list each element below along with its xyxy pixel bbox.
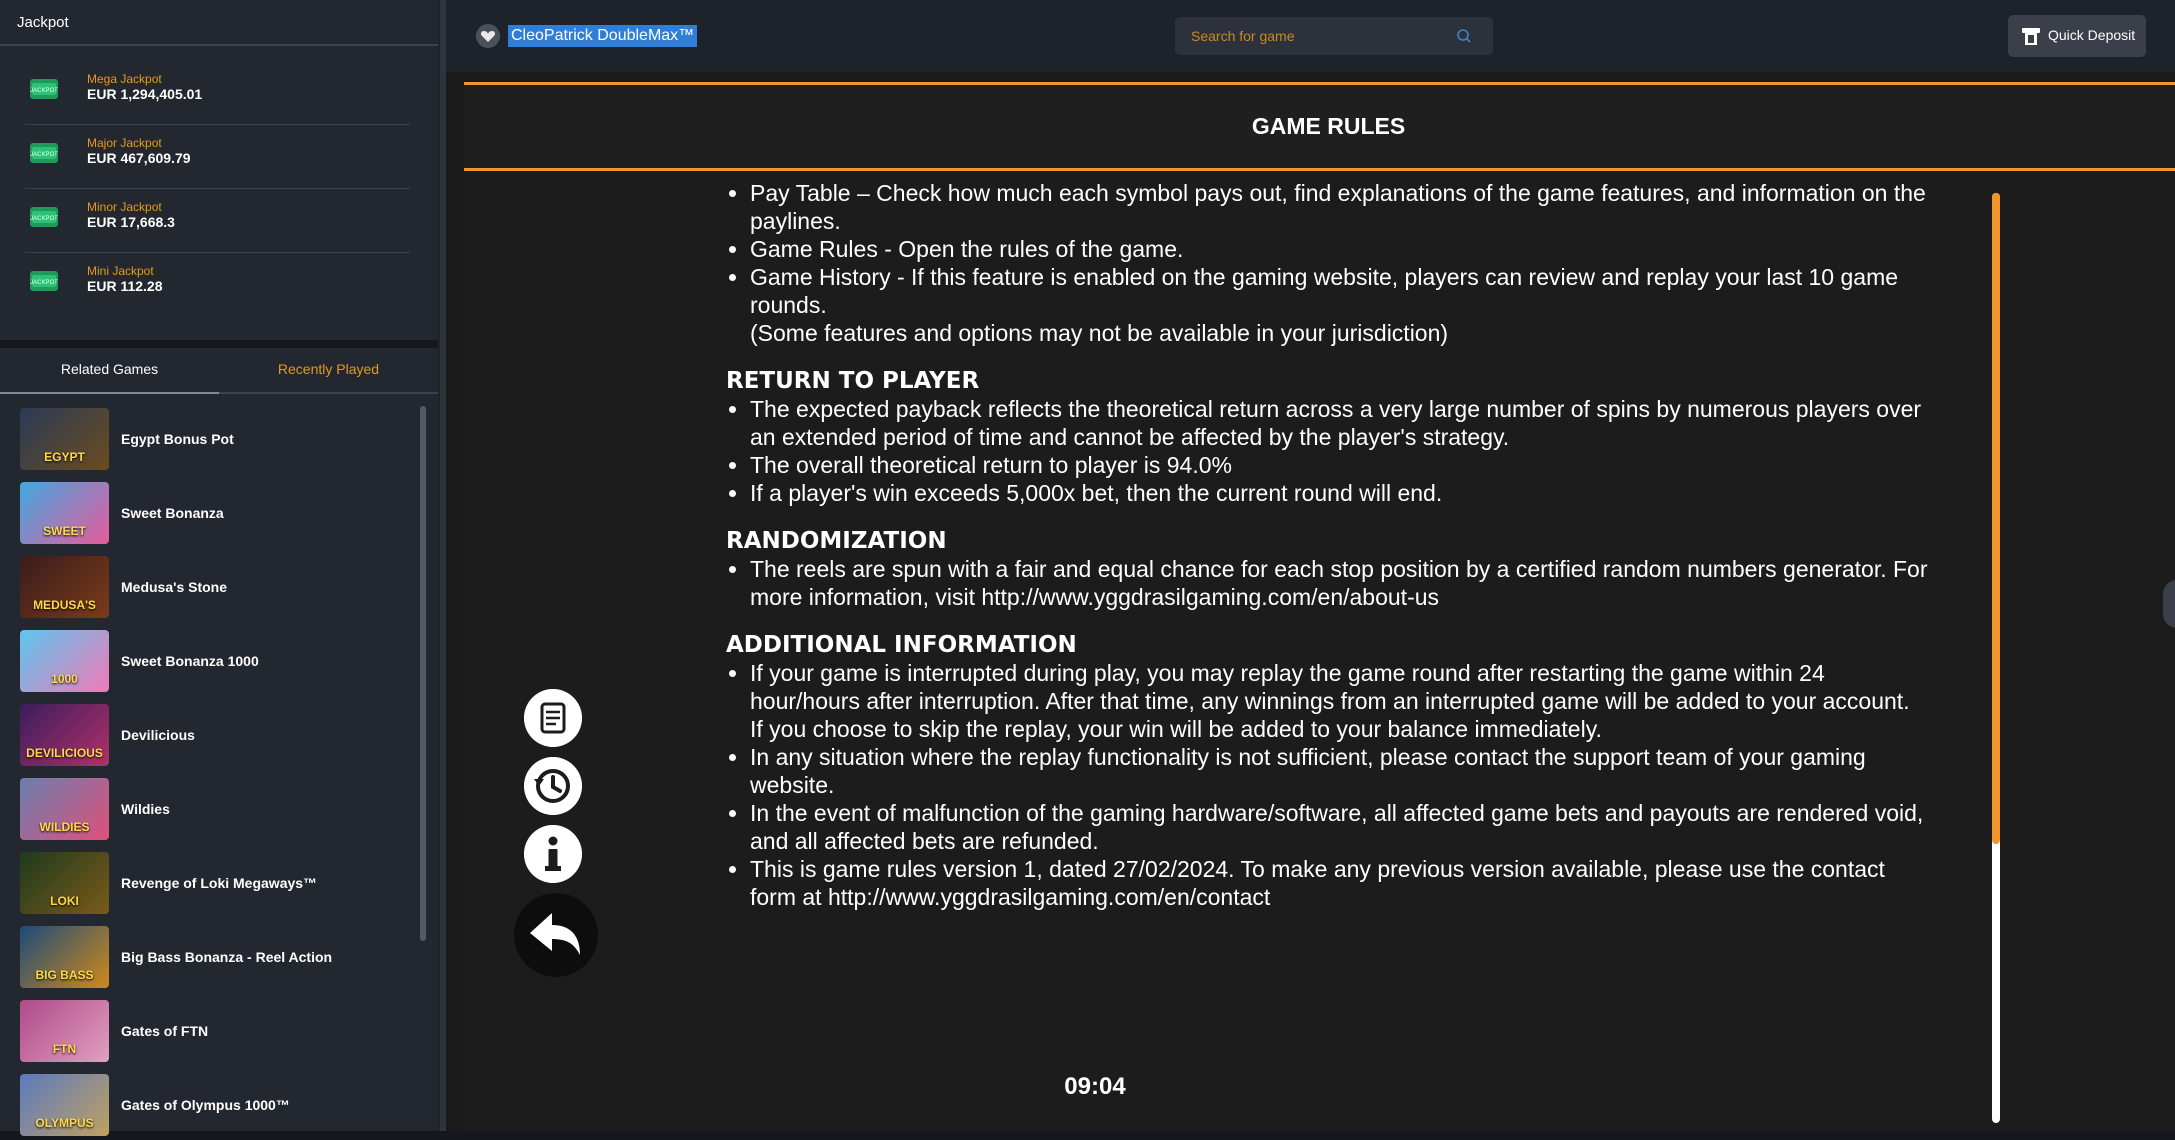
game-thumbnail-text: WILDIES: [39, 820, 90, 834]
jackpot-row-mini: [25, 253, 410, 317]
info-icon[interactable]: [524, 825, 582, 883]
paytable-icon[interactable]: [524, 689, 582, 747]
game-thumbnail-text: 1000: [51, 672, 78, 686]
rules-item: • In the event of malfunction of the gaming hardware/software, all affected game bets and payouts are rendered void, and all affected bets are refunded.: [750, 799, 1928, 855]
game-thumbnail-text: DEVILICIOUS: [26, 746, 103, 760]
rules-section-list: [726, 395, 2175, 507]
game-list-item[interactable]: [20, 1074, 410, 1140]
quick-deposit-label: Quick Deposit: [2048, 27, 2136, 43]
search-input[interactable]: [1189, 17, 1449, 55]
rules-section-heading: ADDITIONAL INFORMATION: [726, 632, 1077, 658]
game-thumbnail-text: SWEET: [43, 524, 86, 538]
games-scrollbar[interactable]: [420, 406, 426, 941]
game-name[interactable]: Gates of FTN: [121, 1023, 209, 1039]
svg-text:JACKPOT: JACKPOT: [30, 152, 58, 158]
game-title: CleoPatrick DoubleMax™: [508, 25, 697, 47]
game-name[interactable]: Big Bass Bonanza - Reel Action: [121, 949, 333, 965]
rules-item: • If your game is interrupted during play, you may replay the game round after restarting the game within 24 hour/hours after interruption. After that time, any winnings from an interrupted game will be added to your account. If you choose to skip the replay, your win will be added to your balance immediately.: [750, 659, 1928, 743]
jackpot-title: Jackpot: [0, 0, 438, 46]
rules-item: • If a player's win exceeds 5,000x bet, then the current round will end.: [750, 479, 1928, 507]
game-thumbnail[interactable]: [20, 926, 109, 988]
sidebar: [0, 0, 440, 1131]
game-thumbnail-text: EGYPT: [44, 450, 85, 464]
game-list-item[interactable]: [20, 556, 410, 622]
jackpot-label: Mega Jackpot: [87, 72, 162, 86]
game-thumbnail[interactable]: [20, 778, 109, 840]
rules-section-heading: RANDOMIZATION: [726, 528, 947, 554]
game-name[interactable]: Sweet Bonanza 1000: [121, 653, 259, 669]
rules-intro-list: [726, 179, 2175, 319]
game-thumbnail-text: OLYMPUS: [35, 1116, 94, 1130]
svg-text:JACKPOT: JACKPOT: [30, 88, 58, 94]
jackpot-row-minor: [25, 189, 410, 253]
game-thumbnail-text: LOKI: [50, 894, 79, 908]
jackpot-value: EUR 1,294,405.01: [87, 86, 203, 102]
search-icon[interactable]: [1455, 27, 1473, 45]
tab-related-games[interactable]: Related Games: [0, 348, 219, 394]
jackpot-badge-icon: [28, 73, 60, 105]
game-thumbnail-text: FTN: [52, 1042, 77, 1056]
game-thumbnail[interactable]: [20, 556, 109, 618]
rules-section-list: [726, 659, 2175, 911]
rules-item: • In any situation where the replay functionality is not sufficient, please contact the support team of your gaming website.: [750, 743, 1928, 799]
jackpot-value: EUR 112.28: [87, 278, 163, 294]
sidebar-gap: [0, 340, 438, 348]
jackpot-badge-icon: [28, 265, 60, 297]
game-name[interactable]: Devilicious: [121, 727, 195, 743]
games-tabs: [0, 348, 438, 394]
rules-item: • This is game rules version 1, dated 27/02/2024. To make any previous version available, please use the contact form at http://www.yggdrasilgaming.com/en/contact: [750, 855, 1928, 911]
jackpot-label: Major Jackpot: [87, 136, 162, 150]
rules-title: GAME RULES: [1251, 113, 1406, 139]
game-name[interactable]: Sweet Bonanza: [121, 505, 224, 521]
rules-item: • The overall theoretical return to player is 94.0%: [750, 451, 1928, 479]
quick-deposit-button[interactable]: [2008, 15, 2146, 57]
rules-item: • Game History - If this feature is enabled on the gaming website, players can review and replay your last 10 game rounds.: [750, 263, 1928, 319]
rules-section-list: [726, 555, 2175, 611]
game-name[interactable]: Egypt Bonus Pot: [121, 431, 234, 447]
rules-item: • The expected payback reflects the theoretical return across a very large number of spins by numerous players over an extended period of time and cannot be affected by the player's strategy.: [750, 395, 1928, 451]
side-expand-handle[interactable]: [2163, 580, 2175, 628]
rules-scroll-thumb[interactable]: [1992, 193, 2000, 844]
game-thumbnail-text: MEDUSA'S: [33, 598, 96, 612]
game-list-item[interactable]: [20, 1000, 410, 1066]
game-name[interactable]: Revenge of Loki Megaways™: [121, 875, 318, 891]
rules-section-heading: RETURN TO PLAYER: [726, 368, 980, 394]
clock: 09:04: [1064, 1073, 1126, 1100]
game-list-item[interactable]: [20, 926, 410, 992]
rules-item: • Game Rules - Open the rules of the game.: [750, 235, 1928, 263]
game-list-item[interactable]: [20, 482, 410, 548]
jackpot-label: Minor Jackpot: [87, 200, 162, 214]
game-thumbnail[interactable]: [20, 408, 109, 470]
game-list-item[interactable]: [20, 704, 410, 770]
rules-content[interactable]: [726, 179, 2175, 911]
game-thumbnail[interactable]: [20, 1074, 109, 1136]
game-list-item[interactable]: [20, 630, 410, 696]
game-name[interactable]: Medusa's Stone: [121, 579, 228, 595]
top-bar: [446, 0, 2175, 72]
game-list-item[interactable]: [20, 778, 410, 844]
game-thumbnail-text: BIG BASS: [35, 968, 94, 982]
jackpot-row-mega: [25, 61, 410, 125]
back-icon[interactable]: [514, 893, 598, 977]
svg-text:JACKPOT: JACKPOT: [30, 216, 58, 222]
rules-header: [464, 85, 2175, 171]
game-thumbnail[interactable]: [20, 630, 109, 692]
rules-note: (Some features and options may not be available in your jurisdiction): [750, 320, 1449, 346]
game-list-item[interactable]: [20, 408, 410, 474]
svg-text:JACKPOT: JACKPOT: [30, 280, 58, 286]
jackpot-badge-icon: [28, 137, 60, 169]
game-thumbnail[interactable]: [20, 704, 109, 766]
tab-recently-played[interactable]: Recently Played: [277, 361, 380, 377]
game-thumbnail[interactable]: [20, 482, 109, 544]
game-thumbnail[interactable]: [20, 1000, 109, 1062]
history-icon[interactable]: [524, 757, 582, 815]
game-name[interactable]: Gates of Olympus 1000™: [121, 1097, 290, 1113]
heart-icon[interactable]: [476, 24, 500, 48]
game-list-item[interactable]: [20, 852, 410, 918]
jackpot-label: Mini Jackpot: [87, 264, 154, 278]
jackpot-value: EUR 467,609.79: [87, 150, 191, 166]
deposit-icon: [2020, 25, 2042, 47]
jackpot-row-major: [25, 125, 410, 189]
game-thumbnail[interactable]: [20, 852, 109, 914]
game-name[interactable]: Wildies: [121, 801, 170, 817]
search-box: [1175, 17, 1493, 55]
game-area: [446, 72, 2175, 1131]
rules-item: • The reels are spun with a fair and equal chance for each stop position by a certified random numbers generator. For more information, visit http://www.yggdrasilgaming.com/en/about-us: [750, 555, 1928, 611]
jackpot-panel: [0, 0, 438, 340]
rules-scrollbar[interactable]: [1992, 193, 2000, 1123]
rules-panel: [464, 82, 2175, 1131]
rules-item: • Pay Table – Check how much each symbol pays out, find explanations of the game features, and information on the paylines.: [750, 179, 1928, 235]
jackpot-badge-icon: [28, 201, 60, 233]
games-panel: [0, 348, 438, 1131]
jackpot-value: EUR 17,668.3: [87, 214, 175, 230]
